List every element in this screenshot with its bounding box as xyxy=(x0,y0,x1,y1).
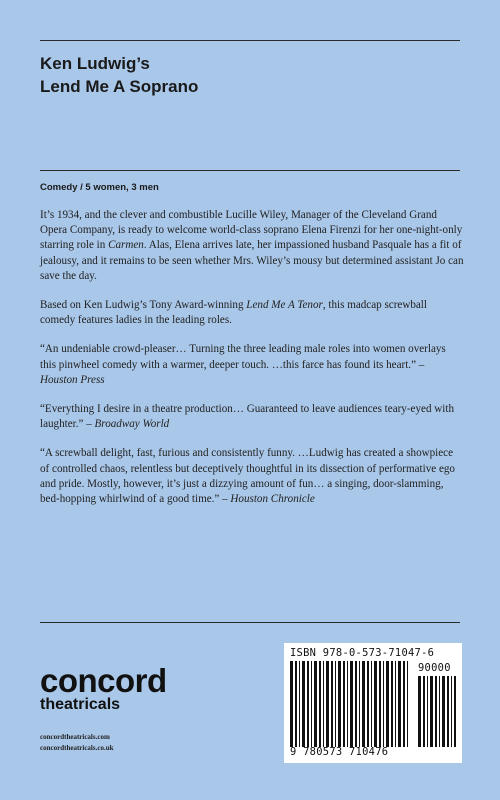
barcode-bar xyxy=(383,661,384,747)
barcode-bar xyxy=(343,661,345,747)
addon-barcode xyxy=(418,676,456,747)
barcode-bar xyxy=(430,676,433,747)
logo-subtitle: theatricals xyxy=(40,696,121,713)
quote-text: “Everything I desire in a theatre production… Guaranteed to leave audiences teary-eyed with laughter.” – xyxy=(40,403,454,431)
barcode-bar xyxy=(367,661,369,747)
barcode-bar xyxy=(355,661,357,747)
title-play-line: Lend Me A Soprano xyxy=(40,77,199,96)
genre-cast-label: Comedy / 5 women, 3 men xyxy=(40,182,159,193)
barcode-bar xyxy=(359,661,360,747)
barcode-bar xyxy=(311,661,312,747)
barcode-bar xyxy=(451,676,452,747)
price-addon-label: 90000 xyxy=(418,662,451,674)
publisher-urls xyxy=(40,732,114,754)
synopsis-paragraph-1 xyxy=(40,208,464,284)
barcode-bar xyxy=(407,661,408,747)
synopsis-text: Based on Ken Ludwig’s Tony Award-winning xyxy=(40,299,247,312)
barcode-bar xyxy=(423,676,425,747)
related-play-title: Lend Me A Tenor xyxy=(246,299,323,312)
barcode-bar xyxy=(362,661,365,747)
barcode-bar xyxy=(347,661,348,747)
barcode-bar xyxy=(447,676,449,747)
synopsis-text: . Alas, Elena arrives late, her impassioned husband Pasquale has a fit of jealousy, and it remains to be seen whether Mrs. Wiley’s mousy but determined assistant Jo can save the day. xyxy=(40,239,464,282)
review-quote xyxy=(40,402,464,432)
back-cover-text xyxy=(40,208,464,521)
barcode-bar xyxy=(442,676,445,747)
publisher-url: concordtheatricals.co.uk xyxy=(40,744,114,752)
quote-text: “An undeniable crowd-pleaser… Turning the three leading male roles into women overlays this pinwheel comedy with a warmer, deeper touch. …this farce has found its heart.” – xyxy=(40,343,446,371)
review-quote xyxy=(40,342,464,388)
publisher-logo xyxy=(40,664,167,714)
quote-source: Broadway World xyxy=(94,418,170,431)
barcode-bar xyxy=(323,661,324,747)
quote-text: “A screwball delight, fast, furious and consistently funny. …Ludwig has created a showpiece of controlled chaos, relentless but deceptively thoughtful in its dissection of performative ego and pride. Mostly, however, it’s just a dizzying amount of fun… a singing, door-slamming, bed-hopping whirlwind of a good time.” – xyxy=(40,447,455,506)
barcode-bar xyxy=(371,661,372,747)
barcode-bar xyxy=(326,661,329,747)
barcode-bar xyxy=(295,661,297,747)
barcode-bar xyxy=(418,676,421,747)
top-rule xyxy=(40,40,460,41)
title-divider xyxy=(40,170,460,171)
barcode-bar xyxy=(319,661,321,747)
barcode-bar xyxy=(454,676,456,747)
ean-barcode xyxy=(290,661,410,747)
title-author-line: Ken Ludwig’s xyxy=(40,54,150,73)
barcode-bar xyxy=(290,661,293,747)
barcode-bar xyxy=(307,661,309,747)
barcode-bar xyxy=(435,676,437,747)
barcode-bar xyxy=(386,661,389,747)
isbn-label: ISBN 978-0-573-71047-6 xyxy=(290,647,435,659)
barcode-bar xyxy=(350,661,353,747)
logo-wordmark: concord xyxy=(40,662,167,699)
synopsis-text: It’s 1934, and the clever and combustible Lucille Wiley, Manager of the Cleveland Grand Opera Company, is ready to welcome world-class soprano Elena Firenzi for her one-night-only starring role in xyxy=(40,209,463,252)
quote-source: Houston Chronicle xyxy=(230,493,315,506)
synopsis-paragraph-2 xyxy=(40,298,464,328)
barcode-bar xyxy=(331,661,333,747)
barcode-bar xyxy=(403,661,405,747)
synopsis-text: , this madcap screwball comedy features ladies in the leading roles. xyxy=(40,299,427,327)
review-quote xyxy=(40,446,464,507)
barcode-bar xyxy=(391,661,393,747)
barcode-bar xyxy=(299,661,300,747)
barcode-bar xyxy=(302,661,305,747)
barcode-bar xyxy=(374,661,377,747)
barcode-bar xyxy=(427,676,428,747)
quote-source: Houston Press xyxy=(40,373,105,386)
barcode-bar xyxy=(379,661,381,747)
barcode-panel xyxy=(284,643,462,763)
ean-number: 9 780573 710476 xyxy=(290,746,389,758)
barcode-bar xyxy=(338,661,341,747)
barcode-bar xyxy=(398,661,401,747)
barcode-bar xyxy=(439,676,440,747)
barcode-bar xyxy=(395,661,396,747)
opera-title: Carmen xyxy=(108,239,144,252)
barcode-bar xyxy=(335,661,336,747)
barcode-bar xyxy=(314,661,317,747)
book-title xyxy=(40,52,198,98)
footer-divider xyxy=(40,622,460,623)
publisher-url: concordtheatricals.com xyxy=(40,733,110,741)
